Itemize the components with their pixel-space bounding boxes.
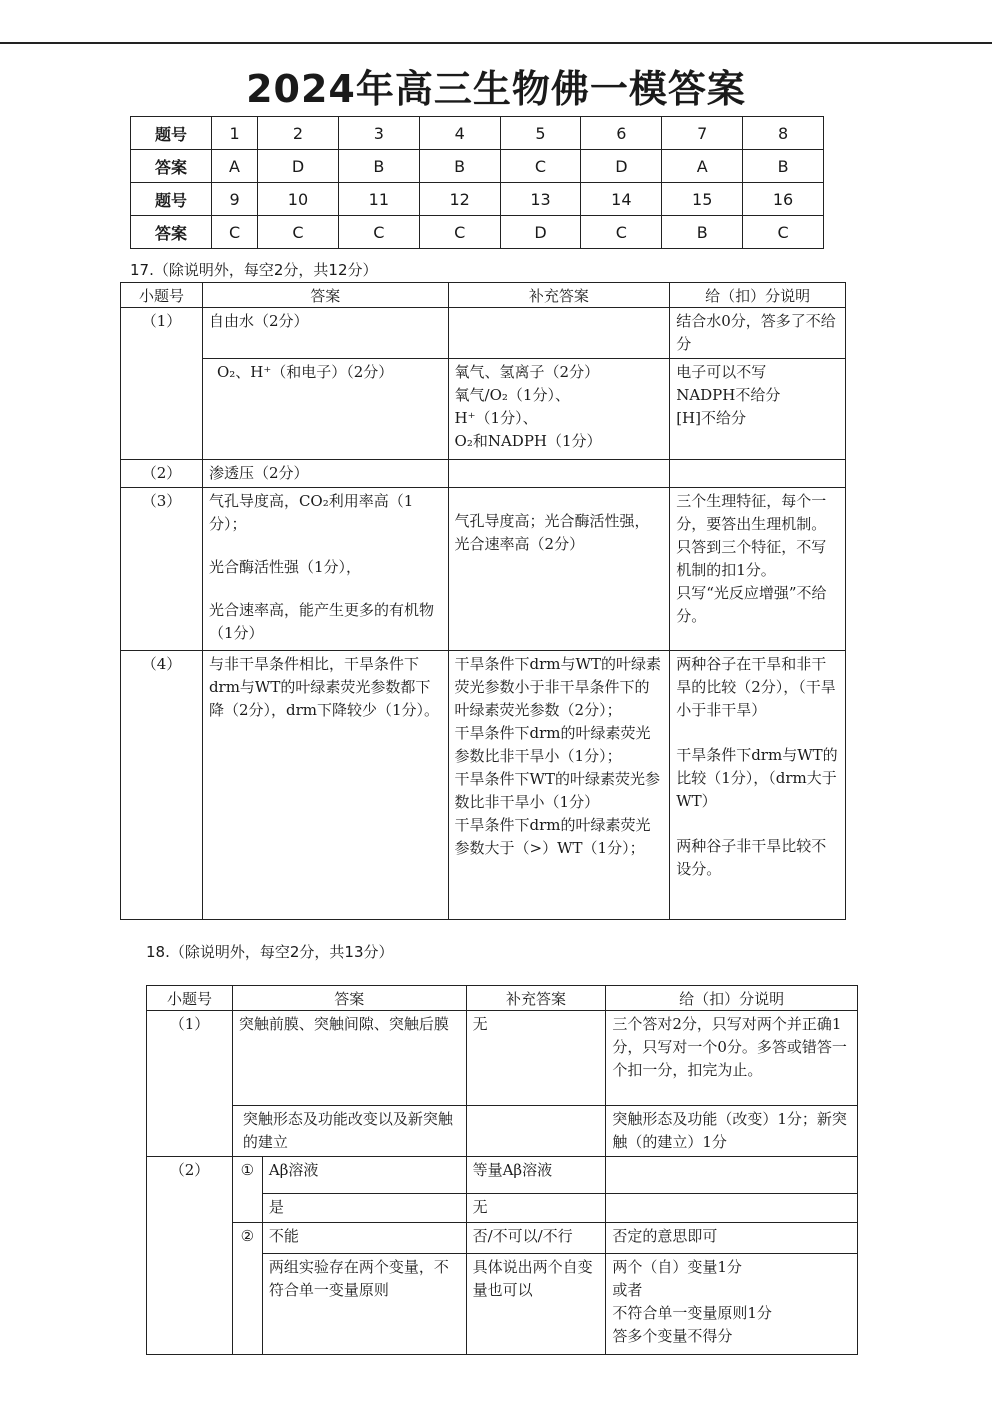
note-line: 干旱条件下drm与WT的比较（1分），（drm大于WT） bbox=[676, 746, 838, 810]
note-line: [H]不给分 bbox=[676, 409, 746, 427]
mc-cell: C bbox=[581, 216, 662, 249]
mc-cell: A bbox=[662, 150, 743, 183]
q18-row-1b bbox=[147, 1106, 858, 1157]
subq-number: （1） bbox=[147, 1011, 233, 1157]
mc-row-numbers-1 bbox=[131, 117, 824, 150]
extra-line: 干旱条件下WT的叶绿素荧光参数比非干旱小（1分） bbox=[454, 770, 660, 811]
answer-cell bbox=[202, 488, 448, 651]
q18-row-2a bbox=[147, 1157, 858, 1194]
note-cell: 否定的意思即可 bbox=[606, 1223, 858, 1254]
circled-number-2: ② bbox=[232, 1223, 262, 1355]
q17-row-3 bbox=[121, 488, 846, 651]
subq-number: （1） bbox=[121, 308, 203, 460]
mc-cell: C bbox=[258, 216, 339, 249]
q17-header: 17.（除说明外，每空2分，共12分） bbox=[130, 261, 378, 279]
mc-cell: 4 bbox=[419, 117, 500, 150]
mc-cell: 15 bbox=[662, 183, 743, 216]
mc-cell: 8 bbox=[743, 117, 824, 150]
mc-cell: C bbox=[743, 216, 824, 249]
extra-cell: 否/不可以/不行 bbox=[466, 1223, 606, 1254]
subq-number: （2） bbox=[147, 1157, 233, 1355]
mc-cell: D bbox=[258, 150, 339, 183]
note-line: 两种谷子非干旱比较不设分。 bbox=[676, 837, 827, 878]
mc-cell: B bbox=[662, 216, 743, 249]
extra-line: H⁺（1分）、 bbox=[454, 409, 538, 427]
extra-line: O₂和NADPH（1分） bbox=[454, 432, 602, 450]
answer-cell: 不能 bbox=[262, 1223, 466, 1254]
note-line: NADPH不给分 bbox=[676, 386, 781, 404]
q17-row-1b bbox=[121, 359, 846, 460]
col-header: 答案 bbox=[232, 986, 466, 1011]
mc-cell: B bbox=[743, 150, 824, 183]
answer-line: 光合酶活性强（1分）， bbox=[208, 558, 361, 576]
extra-line: 氧气、氢离子（2分） bbox=[454, 363, 600, 381]
subq-number: （2） bbox=[121, 460, 203, 488]
col-header: 补充答案 bbox=[448, 283, 670, 308]
mc-cell: 7 bbox=[662, 117, 743, 150]
note-line: 三个生理特征，每个一分，要答出生理机制。 bbox=[676, 492, 827, 533]
mc-cell: 3 bbox=[338, 117, 419, 150]
mc-cell: B bbox=[338, 150, 419, 183]
note-cell bbox=[606, 1194, 858, 1223]
answer-line: 气孔导度高，CO₂利用率高（1分）； bbox=[208, 492, 414, 533]
mc-label: 答案 bbox=[131, 150, 212, 183]
col-header: 补充答案 bbox=[466, 986, 606, 1011]
note-cell bbox=[670, 460, 846, 488]
extra-cell: 气孔导度高；光合酶活性强，光合速率高（2分） bbox=[448, 488, 670, 651]
extra-cell: 无 bbox=[466, 1011, 606, 1106]
q18-header-row bbox=[147, 986, 858, 1011]
note-line: 或者 bbox=[612, 1281, 643, 1299]
q18-header: 18.（除说明外，每空2分，共13分） bbox=[146, 943, 394, 961]
note-line: 只答到三个特征，不写机制的扣1分。 bbox=[676, 538, 827, 579]
note-line: 只写“光反应增强”不给分。 bbox=[676, 584, 827, 625]
q18-table bbox=[146, 985, 858, 1355]
q18-row-2c bbox=[147, 1223, 858, 1254]
answer-cell: O₂、H⁺（和电子）（2分） bbox=[202, 359, 448, 460]
mc-cell: 16 bbox=[743, 183, 824, 216]
extra-cell bbox=[448, 359, 670, 460]
mc-cell: 14 bbox=[581, 183, 662, 216]
top-rule bbox=[0, 42, 992, 44]
extra-cell: 等量Aβ溶液 bbox=[466, 1157, 606, 1194]
note-cell: 突触形态及功能（改变）1分；新突触（的建立）1分 bbox=[606, 1106, 858, 1157]
extra-cell: 无 bbox=[466, 1194, 606, 1223]
mc-answer-table bbox=[130, 116, 824, 249]
mc-cell: D bbox=[581, 150, 662, 183]
extra-line: 干旱条件下drm与WT的叶绿素荧光参数小于非干旱条件下的叶绿素荧光参数（2分）； bbox=[454, 655, 661, 719]
answer-cell: 突触前膜、突触间隙、突触后膜 bbox=[232, 1011, 466, 1106]
note-cell: 三个答对2分，只写对两个并正确1分，只写对一个0分。多答或错答一个扣一分，扣完为止。 bbox=[606, 1011, 858, 1106]
mc-label: 题号 bbox=[131, 183, 212, 216]
q17-row-4 bbox=[121, 651, 846, 920]
note-line: 电子可以不写 bbox=[676, 363, 767, 381]
mc-cell: 6 bbox=[581, 117, 662, 150]
note-line: 两种谷子在干旱和非干旱的比较（2分），（干旱小于非干旱） bbox=[676, 655, 836, 719]
answer-line: 光合速率高，能产生更多的有机物（1分） bbox=[208, 601, 434, 642]
page-title: 2024年高三生物佛一模答案 bbox=[246, 67, 746, 111]
mc-cell: 1 bbox=[212, 117, 258, 150]
answer-cell: 两组实验存在两个变量，不符合单一变量原则 bbox=[262, 1254, 466, 1355]
extra-cell: 具体说出两个自变量也可以 bbox=[466, 1254, 606, 1355]
note-cell: 结合水0分，答多了不给分 bbox=[670, 308, 846, 359]
extra-line: 干旱条件下drm的叶绿素荧光参数比非干旱小（1分）； bbox=[454, 724, 651, 765]
answer-cell: 是 bbox=[262, 1194, 466, 1223]
note-cell bbox=[606, 1254, 858, 1355]
extra-cell bbox=[448, 308, 670, 359]
note-cell bbox=[670, 651, 846, 920]
q17-table bbox=[120, 282, 846, 920]
q17-row-2 bbox=[121, 460, 846, 488]
extra-line: 氧气/O₂（1分）、 bbox=[454, 386, 570, 404]
mc-cell: 5 bbox=[500, 117, 581, 150]
mc-cell: B bbox=[419, 150, 500, 183]
mc-cell: C bbox=[212, 216, 258, 249]
mc-cell: 2 bbox=[258, 117, 339, 150]
col-header: 小题号 bbox=[121, 283, 203, 308]
mc-label: 题号 bbox=[131, 117, 212, 150]
extra-cell bbox=[448, 651, 670, 920]
note-cell bbox=[606, 1157, 858, 1194]
note-line: 答多个变量不得分 bbox=[612, 1327, 733, 1345]
mc-cell: 12 bbox=[419, 183, 500, 216]
extra-line: 干旱条件下drm的叶绿素荧光参数大于（>）WT（1分）； bbox=[454, 816, 651, 857]
extra-cell bbox=[448, 460, 670, 488]
answer-cell: 与非干旱条件相比，干旱条件下drm与WT的叶绿素荧光参数都下降（2分），drm下降较少（1分）。 bbox=[202, 651, 448, 920]
mc-row-answers-2 bbox=[131, 216, 824, 249]
mc-cell: C bbox=[419, 216, 500, 249]
q18-row-1a bbox=[147, 1011, 858, 1106]
col-header: 给（扣）分说明 bbox=[606, 986, 858, 1011]
answer-cell: 自由水（2分） bbox=[202, 308, 448, 359]
answer-cell: 渗透压（2分） bbox=[202, 460, 448, 488]
mc-cell: 10 bbox=[258, 183, 339, 216]
mc-label: 答案 bbox=[131, 216, 212, 249]
subq-number: （3） bbox=[121, 488, 203, 651]
col-header: 小题号 bbox=[147, 986, 233, 1011]
q17-row-1a bbox=[121, 308, 846, 359]
mc-cell: 9 bbox=[212, 183, 258, 216]
mc-row-numbers-2 bbox=[131, 183, 824, 216]
note-cell bbox=[670, 359, 846, 460]
note-cell bbox=[670, 488, 846, 651]
answer-cell: Aβ溶液 bbox=[262, 1157, 466, 1194]
mc-cell: C bbox=[338, 216, 419, 249]
mc-row-answers-1 bbox=[131, 150, 824, 183]
q17-header-row bbox=[121, 283, 846, 308]
answer-cell: 突触形态及功能改变以及新突触的建立 bbox=[232, 1106, 466, 1157]
note-line: 不符合单一变量原则1分 bbox=[612, 1304, 772, 1322]
mc-cell: 11 bbox=[338, 183, 419, 216]
mc-cell: A bbox=[212, 150, 258, 183]
col-header: 答案 bbox=[202, 283, 448, 308]
mc-cell: D bbox=[500, 216, 581, 249]
mc-cell: C bbox=[500, 150, 581, 183]
extra-cell bbox=[466, 1106, 606, 1157]
col-header: 给（扣）分说明 bbox=[670, 283, 846, 308]
note-line: 两个（自）变量1分 bbox=[612, 1258, 742, 1276]
circled-number-1: ① bbox=[232, 1157, 262, 1223]
mc-cell: 13 bbox=[500, 183, 581, 216]
subq-number: （4） bbox=[121, 651, 203, 920]
